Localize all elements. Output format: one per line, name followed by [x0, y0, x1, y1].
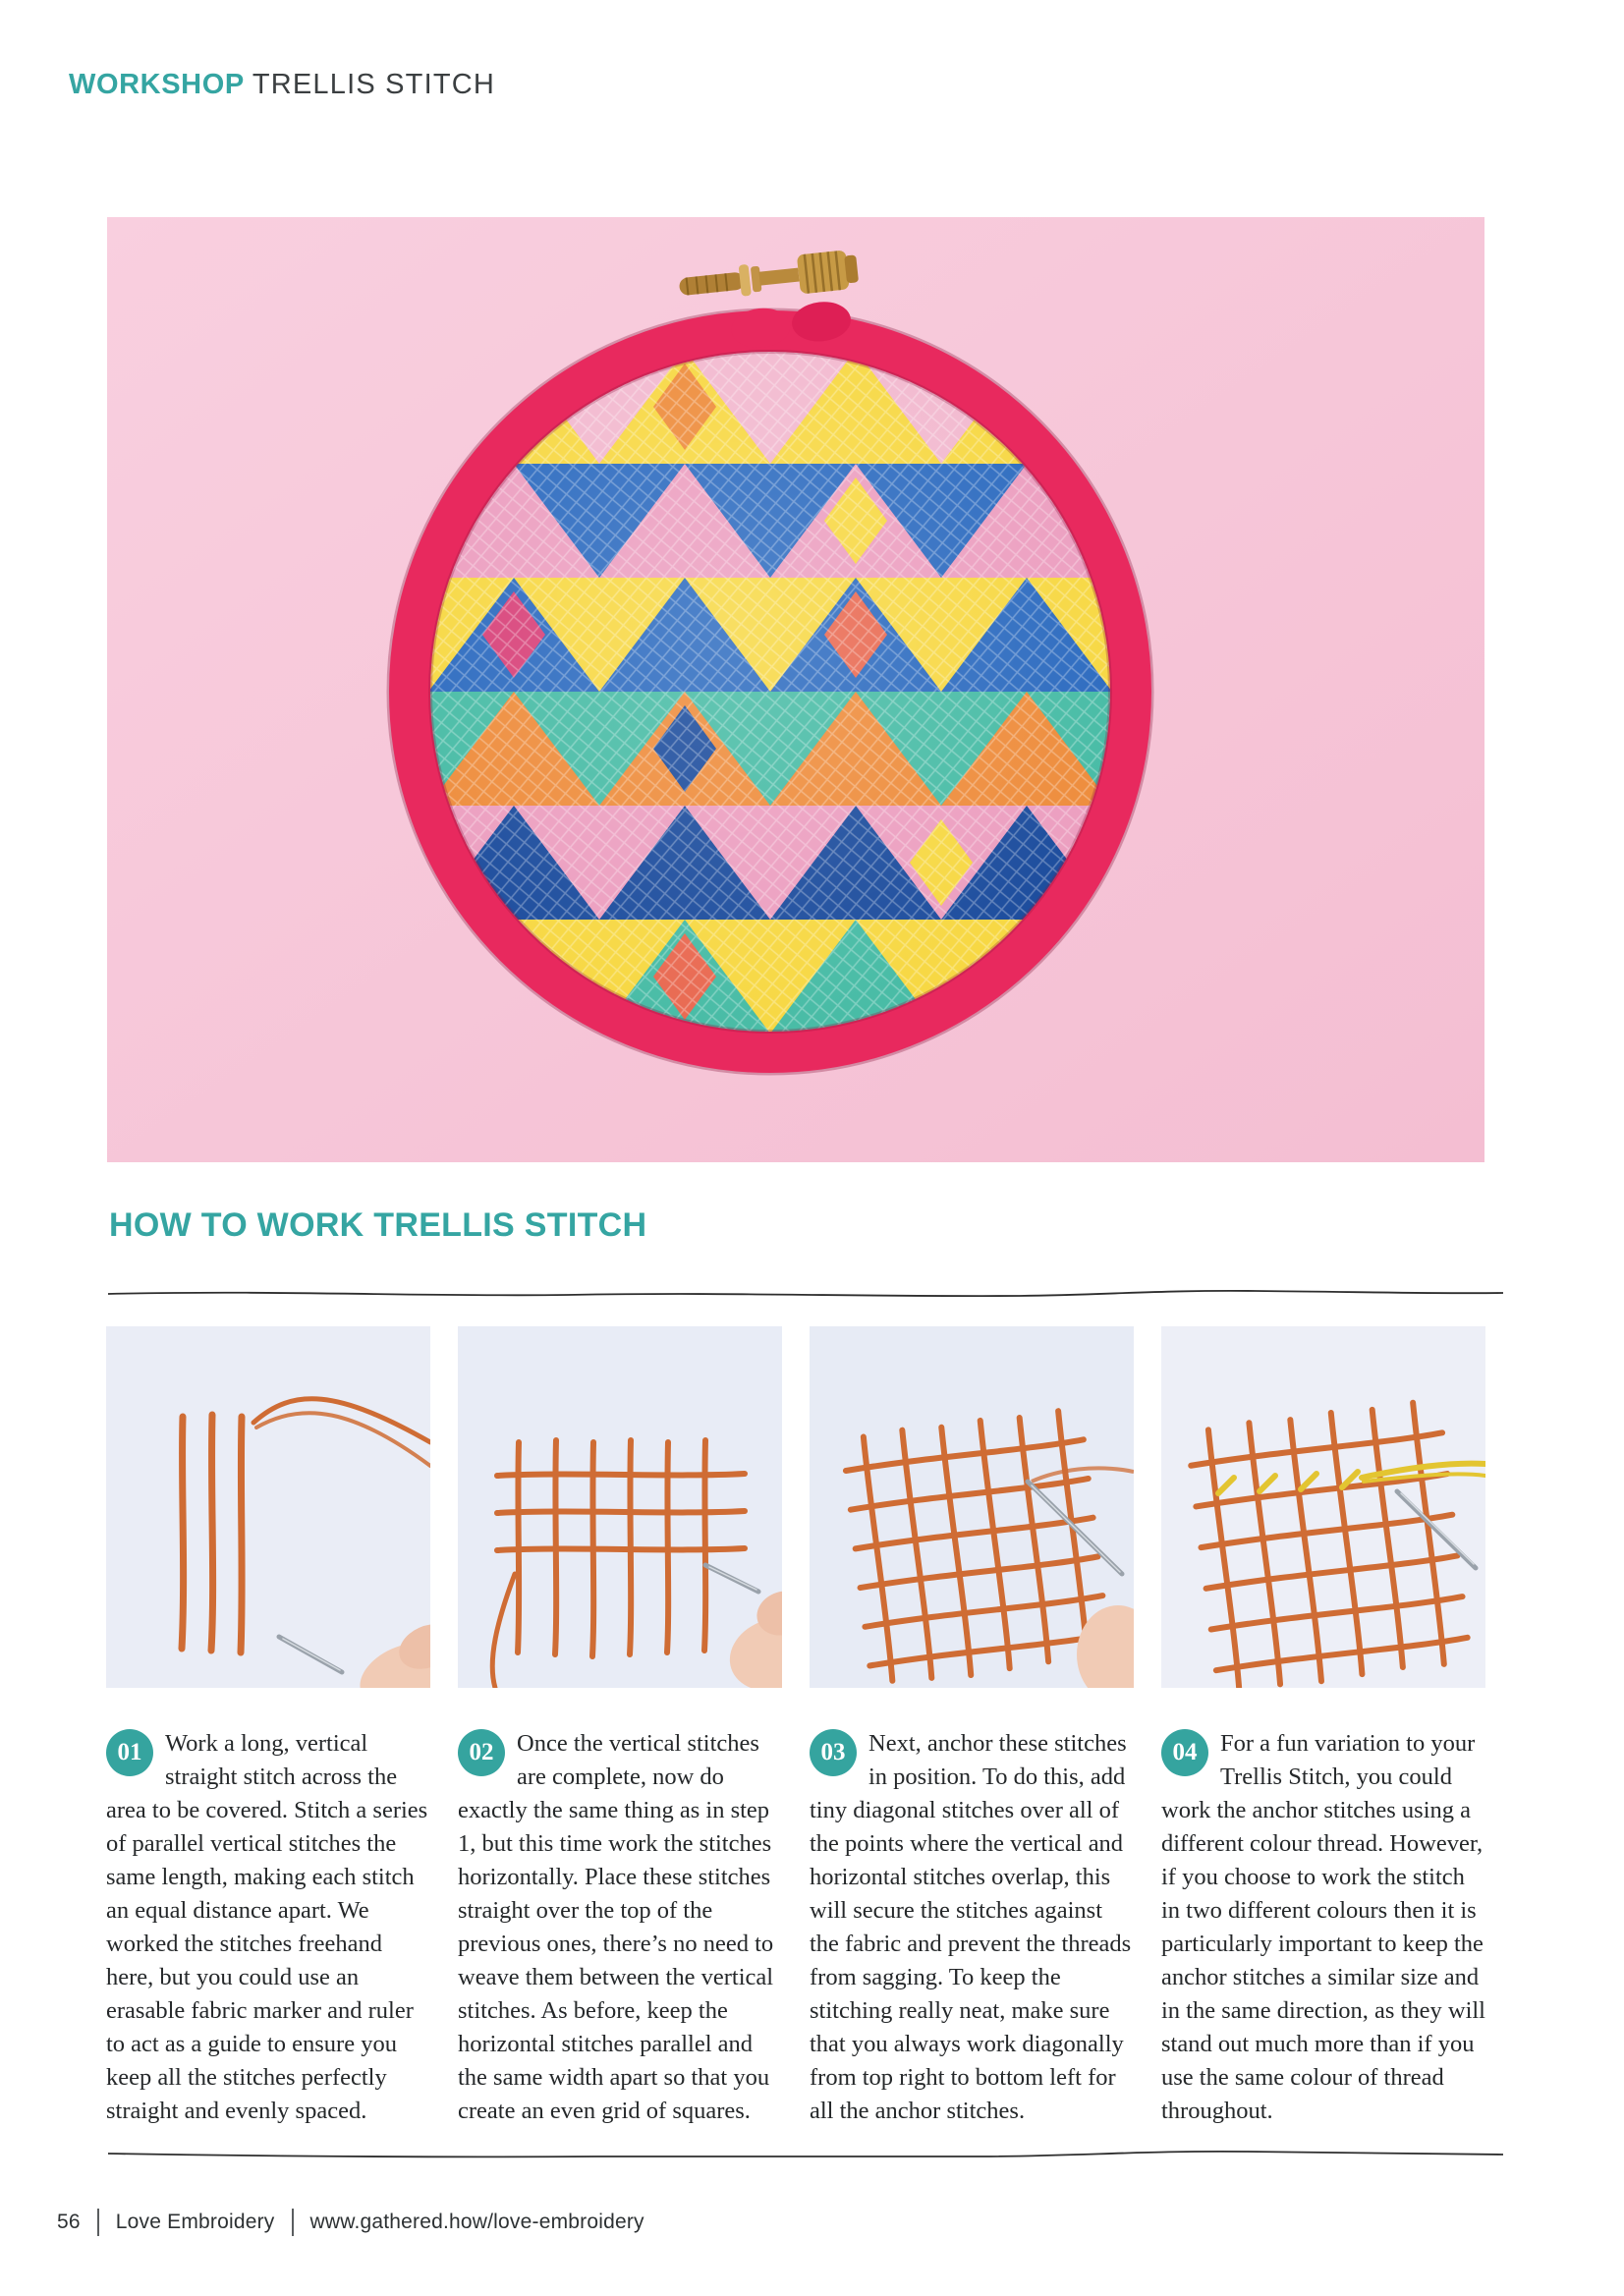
step-column-1: [106, 1326, 434, 2153]
step-text: Next, anchor these stitches in position. To do this, add tiny diagonal stitches over all of the points where the vertical and horizontal stitches overlap, this will secure the stitches against the fabric and prevent the threads from sagging. To keep the stitching really neat, make sure that you always work diagonally from top right to bottom left for all the anchor stitches.: [810, 1730, 1132, 2124]
step-column-4: [1161, 1326, 1489, 2153]
step-number-badge: 04: [1161, 1729, 1208, 1776]
kicker-topic-label: TRELLIS STITCH: [252, 69, 496, 100]
step-paragraph: [1161, 1727, 1489, 2128]
step-text: Work a long, vertical straight stitch across the area to be covered. Stitch a series of parallel vertical stitches the same length, making each stitch an equal distance apart. We worked the stitches freehand here, but you could use an erasable fabric marker and ruler to act as a guide to ensure you keep all the stitches perfectly straight and evenly spaced.: [106, 1730, 428, 2124]
page-number: 56: [57, 2211, 81, 2233]
magazine-title: Love Embroidery: [115, 2211, 275, 2233]
page-footer: [57, 2209, 644, 2236]
divider-rule-top: [106, 1287, 1505, 1301]
kicker-workshop-label: WORKSHOP: [69, 69, 245, 100]
step2-photo: [458, 1326, 782, 1688]
step-paragraph: [810, 1727, 1138, 2128]
step3-photo: [810, 1326, 1134, 1688]
step-paragraph: [458, 1727, 786, 2128]
footer-separator: [97, 2209, 99, 2236]
section-heading: HOW TO WORK TRELLIS STITCH: [109, 1206, 647, 1244]
step-paragraph: [106, 1727, 434, 2128]
step-text: Once the vertical stitches are complete, now do exactly the same thing as in step 1, but this time work the stitches horizontally. Place these stitches straight over the top of the previous ones, there’s no need to weave them between the vertical stitches. As before, keep the horizontal stitches parallel and the same width apart so that you create an even grid of squares.: [458, 1730, 774, 2124]
step-number-badge: 02: [458, 1729, 505, 1776]
page-kicker: [69, 69, 495, 101]
hero-photo-embroidery-hoop: [107, 217, 1484, 1162]
step-number-badge: 01: [106, 1729, 153, 1776]
step-text: For a fun variation to your Trellis Stitch, you could work the anchor stitches using a different colour thread. However, if you choose to work the stitch in two different colours then it is particularly important to keep the anchor stitches a similar size and in the same direction, as they will stand out much more than if you use the same colour of thread throughout.: [1161, 1730, 1485, 2124]
step1-photo: [106, 1326, 430, 1688]
step4-photo: [1161, 1326, 1485, 1688]
step-column-3: [810, 1326, 1138, 2153]
step-number-badge: 03: [810, 1729, 857, 1776]
site-url: www.gathered.how/love-embroidery: [309, 2211, 644, 2233]
footer-separator: [292, 2209, 294, 2236]
hero-photo-illustration: [107, 217, 1484, 1162]
step-column-2: [458, 1326, 786, 2153]
